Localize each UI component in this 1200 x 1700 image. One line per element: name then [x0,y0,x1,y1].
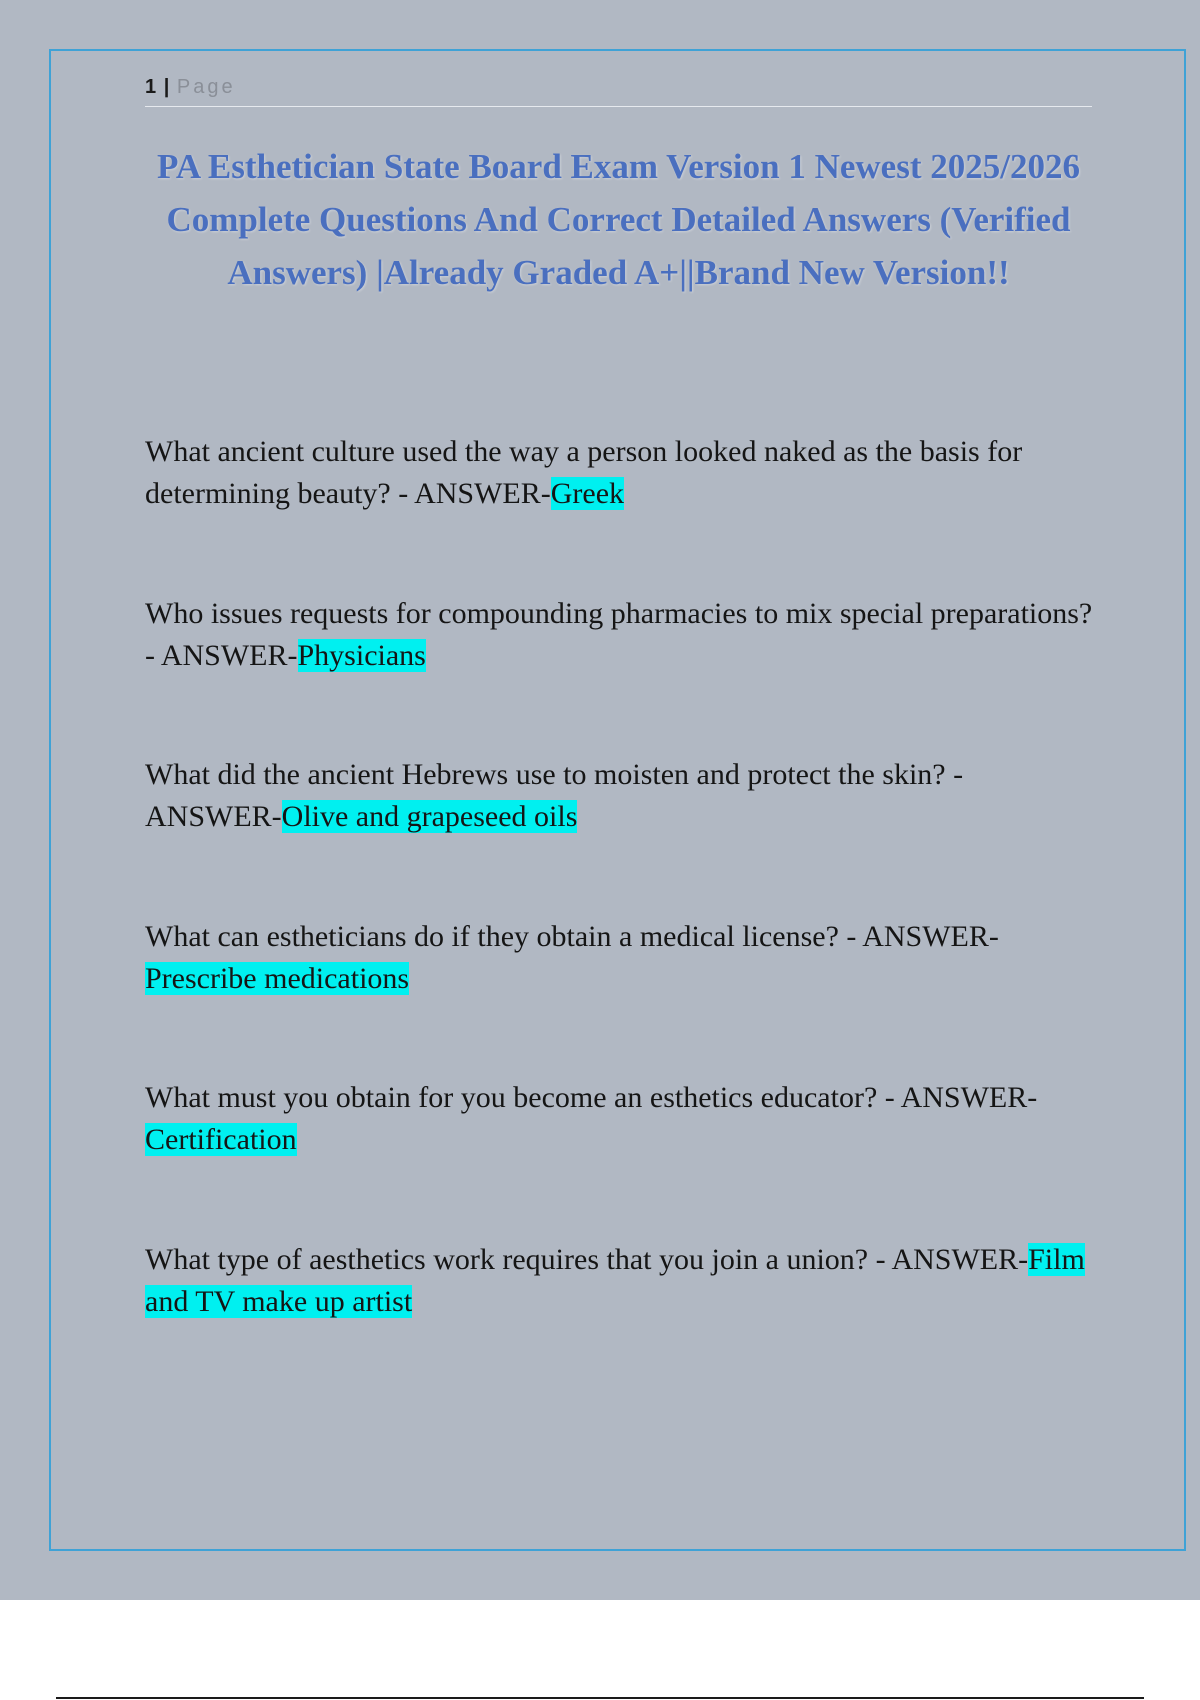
question-text: What did the ancient Hebrews use to moisten and protect the skin? - ANSWER- [145,758,964,833]
answer-highlight: Film and TV make up artist [145,1243,1085,1318]
page-separator: | [163,76,170,98]
page-header [145,72,1092,107]
question-text: What type of aesthetics work requires that you join a union? - ANSWER- [145,1243,1029,1276]
answer-highlight: Certification [145,1123,297,1156]
qa-item [145,431,1100,515]
answer-highlight: Physicians [297,639,426,672]
next-page-rule [56,1697,1144,1699]
document-title: PA Esthetician State Board Exam Version 1 Newest 2025/2026 Complete Questions And Correct Detailed Answers (Verified Answers) |Already Graded A+||Brand New Version!! [157,147,1080,292]
page-label: Page [176,76,236,98]
answer-highlight: Greek [550,477,625,510]
qa-item [145,1239,1100,1323]
question-text: What ancient culture used the way a person looked naked as the basis for determining beauty? - ANSWER- [145,435,1023,510]
answer-highlight: Prescribe medications [145,962,410,995]
page-number: 1 [145,76,157,98]
qa-item [145,593,1100,677]
question-text: Who issues requests for compounding pharmacies to mix special preparations? - ANSWER- [145,597,1093,672]
qa-item [145,754,1100,838]
question-text: What can estheticians do if they obtain a medical license? - ANSWER- [145,920,999,953]
answer-highlight: Olive and grapeseed oils [281,800,578,833]
qa-item [145,1077,1100,1161]
question-text: What must you obtain for you become an esthetics educator? - ANSWER- [145,1081,1038,1114]
qa-item [145,916,1100,1000]
